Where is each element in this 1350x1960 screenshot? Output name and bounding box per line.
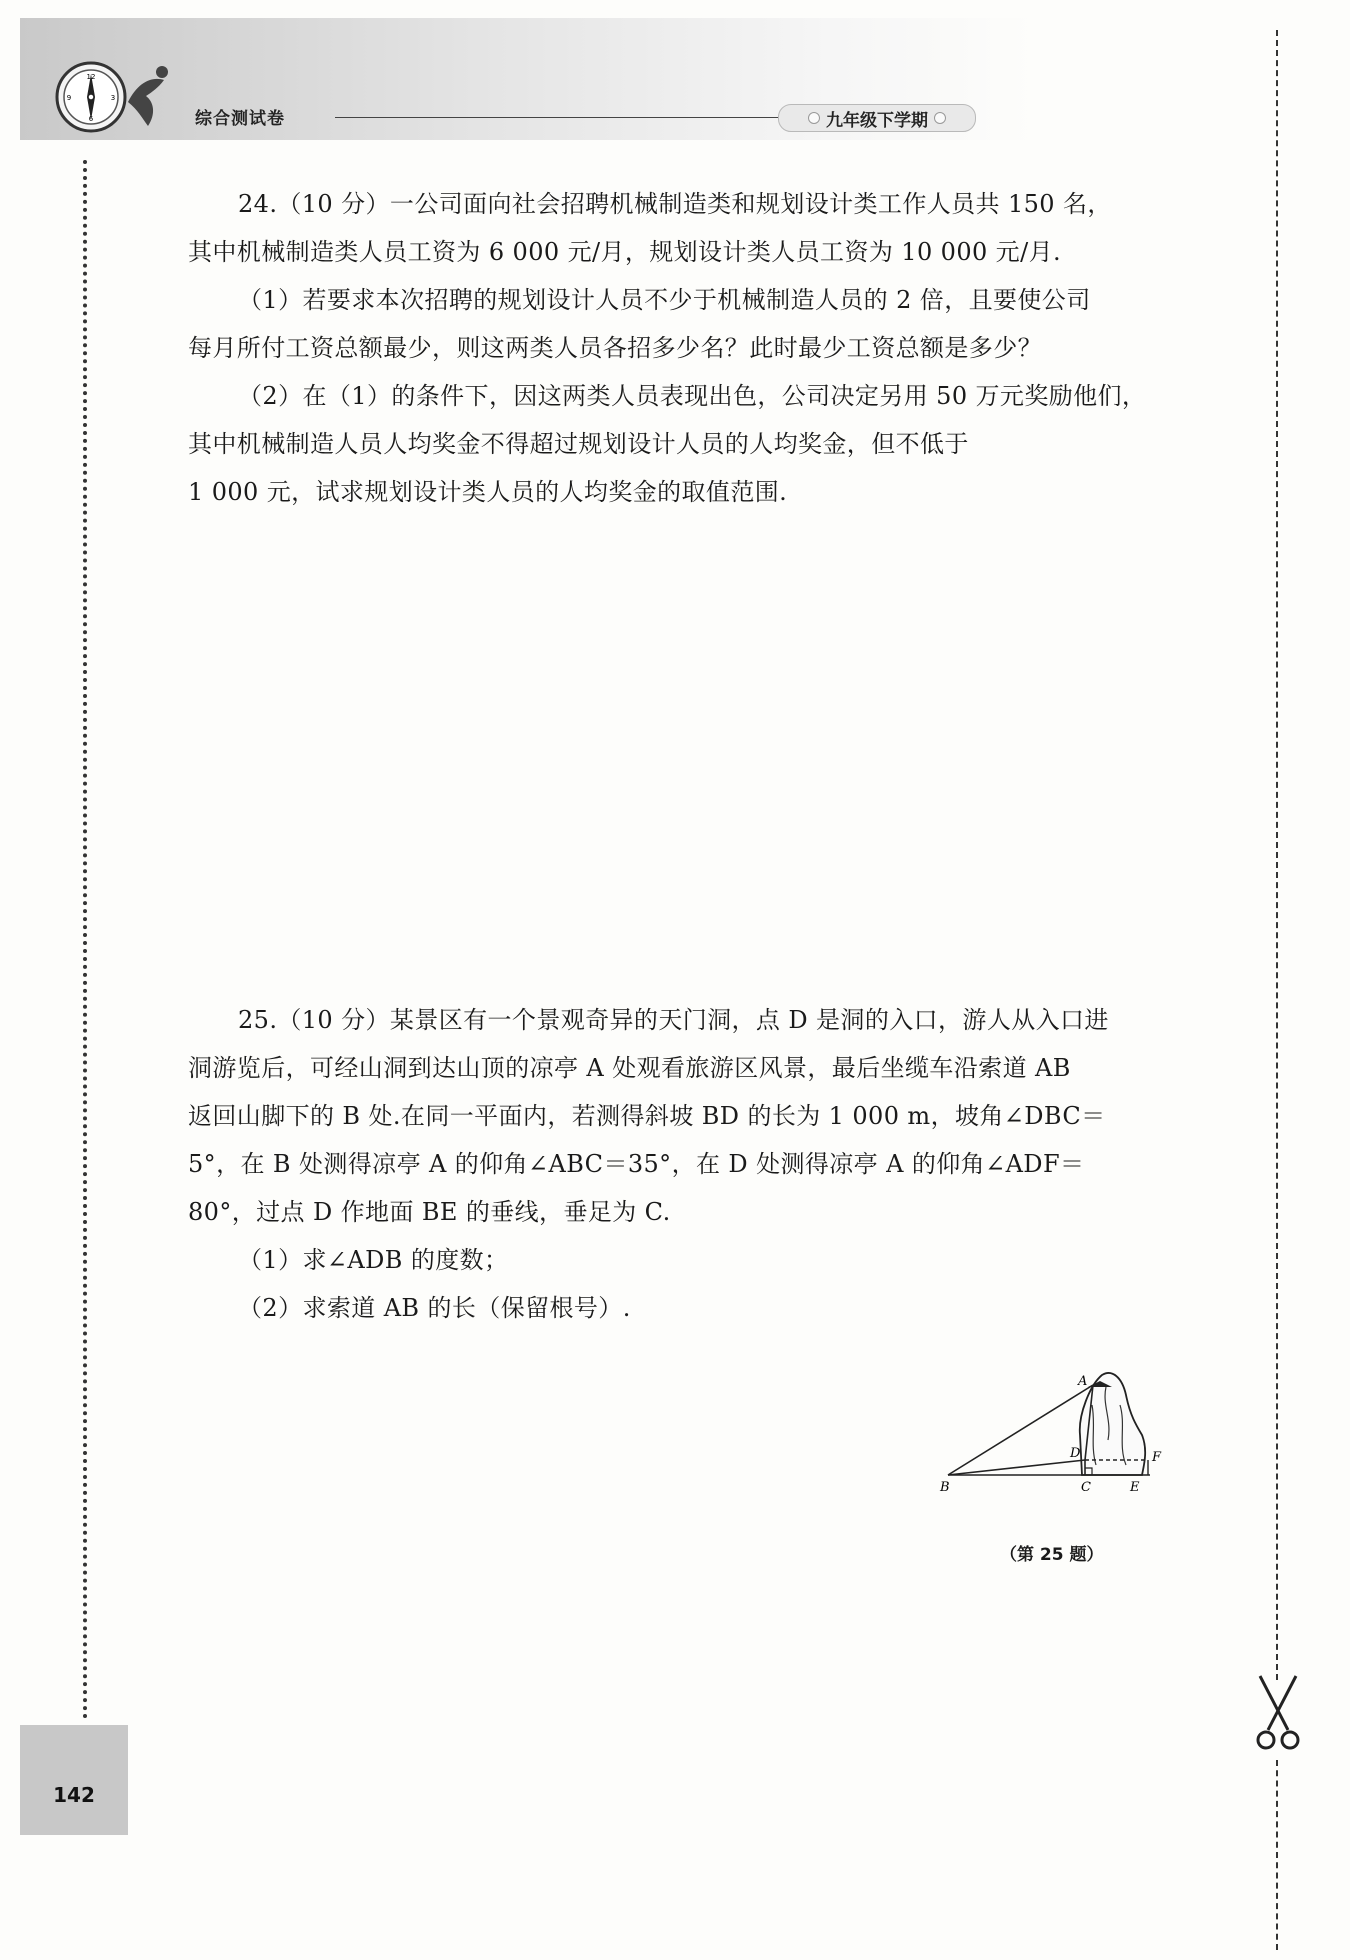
figure-caption: （第 25 题） [1000, 1545, 1104, 1565]
q24-line: （1）若要求本次招聘的规划设计人员不少于机械制造人员的 2 倍，且要使公司 [238, 286, 1091, 314]
series-title: 综合测试卷 [195, 109, 285, 129]
cut-dashed-line [1276, 30, 1278, 1680]
question-24 [188, 180, 1188, 516]
q25-line: （2）求索道 AB 的长（保留根号）. [238, 1294, 631, 1322]
page-number-box [20, 1725, 128, 1835]
q25-line: 25.（10 分）某景区有一个景观奇异的天门洞，点 D 是洞的入口，游人从入口进 [238, 1006, 1109, 1034]
q25-line: 5°，在 B 处测得凉亭 A 的仰角∠ABC＝35°，在 D 处测得凉亭 A 的仰角∠ADF＝ [188, 1150, 1085, 1178]
grade-badge [778, 104, 976, 132]
page-number: 142 [53, 1783, 95, 1807]
badge-dot-left [808, 112, 820, 124]
label-e: E [1130, 1480, 1140, 1495]
label-b: B [940, 1480, 950, 1495]
runner-icon [118, 62, 174, 134]
badge-dot-right [934, 112, 946, 124]
q24-line: （2）在（1）的条件下，因这两类人员表现出色，公司决定另用 50 万元奖励他们， [238, 382, 1147, 410]
q25-line: （1）求∠ADB 的度数； [238, 1246, 509, 1274]
label-c: C [1081, 1480, 1091, 1495]
compass-9: 9 [66, 94, 72, 102]
label-d: D [1070, 1446, 1081, 1461]
scissors-icon [1248, 1668, 1308, 1758]
q25-figure [930, 1365, 1180, 1515]
cut-dashed-line-lower [1276, 1760, 1278, 1950]
q24-line: 24.（10 分）一公司面向社会招聘机械制造类和规划设计类工作人员共 150 名， [238, 190, 1112, 218]
q24-line: 每月所付工资总额最少，则这两类人员各招多少名？此时最少工资总额是多少？ [188, 334, 1042, 362]
label-f: F [1152, 1450, 1162, 1465]
q24-line: 其中机械制造类人员工资为 6 000 元/月，规划设计类人员工资为 10 000 元/月. [188, 238, 1061, 266]
label-a: A [1078, 1374, 1088, 1389]
q25-line: 80°，过点 D 作地面 BE 的垂线，垂足为 C. [188, 1198, 671, 1226]
q25-line: 返回山脚下的 B 处.在同一平面内，若测得斜坡 BD 的长为 1 000 m，坡角∠DBC＝ [188, 1102, 1106, 1130]
compass-3: 3 [110, 94, 116, 102]
question-25 [188, 996, 1188, 1332]
q24-line: 其中机械制造人员人均奖金不得超过规划设计人员的人均奖金，但不低于 [188, 430, 969, 458]
compass-12: 12 [86, 73, 96, 81]
binding-dotted-line [83, 160, 87, 1720]
header-rule [335, 117, 780, 118]
q25-line: 洞游览后，可经山洞到达山顶的凉亭 A 处观看旅游区风景，最后坐缆车沿索道 AB [188, 1054, 1071, 1082]
grade-badge-text: 九年级下学期 [826, 110, 928, 131]
q24-line: 1 000 元，试求规划设计类人员的人均奖金的取值范围. [188, 478, 788, 506]
compass-6: 6 [88, 115, 94, 123]
